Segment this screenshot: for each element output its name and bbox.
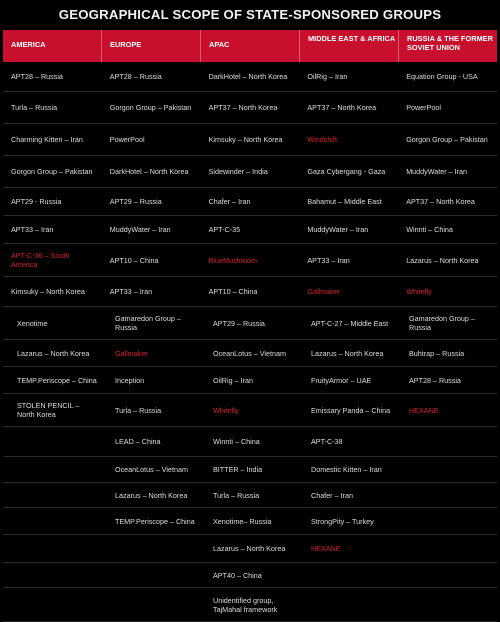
table-cell: [301, 588, 399, 621]
table-cell: PowerPool: [109, 135, 145, 144]
table-cell: Windshift: [307, 135, 337, 144]
table-cell: HEXANE: [409, 405, 439, 415]
table-cell: APT37 – North Korea: [307, 103, 377, 112]
table-cell: [105, 563, 203, 587]
table-row: [3, 457, 497, 483]
table-row: [3, 216, 497, 244]
table-cell: PowerPool: [406, 103, 441, 112]
table-cell: APT37 – North Korea: [208, 103, 278, 112]
table-cell: [3, 457, 105, 482]
table-cell: Lazarus – North Korea: [115, 490, 188, 500]
table-cell: Kimsuky – North Korea: [208, 135, 283, 144]
table-cell: OceanLotus – Vietnam: [115, 465, 188, 474]
table-row: [3, 62, 497, 92]
table-row: [3, 588, 497, 622]
table-cell: TEMP.Periscope – China: [115, 516, 195, 526]
table-cell: DarkHotel – North Korea: [109, 167, 189, 176]
table-cell: Equation Group - USA: [406, 72, 478, 81]
table-cell: [399, 483, 497, 507]
table-cell: APT29 – Russia: [213, 318, 265, 328]
table-cell: Gallmaker: [307, 287, 341, 296]
table-cell: APT-C-38: [311, 437, 343, 446]
table-cell: MuddyWater – Iran: [406, 167, 468, 176]
table-cell: Turla – Russia: [213, 490, 260, 500]
table-cell: Turla – Russia: [115, 405, 162, 415]
table-row: [3, 394, 497, 427]
table-cell: OceanLotus – Vietnam: [213, 348, 286, 358]
table-cell: Gorgon Group – Pakistan: [109, 103, 192, 112]
table-cell: Turla – Russia: [11, 103, 58, 112]
table-cell: APT33 – Iran: [109, 287, 153, 296]
table-cell: [3, 483, 105, 507]
table-cell: APT28 – Russia: [409, 375, 461, 385]
table-cell: APT29 - Russia: [11, 197, 62, 206]
table-cell: [3, 535, 105, 562]
table-cell: BITTER – India: [213, 465, 263, 474]
table-cell: APT33 – Iran: [307, 255, 350, 265]
table-cell: [301, 563, 399, 587]
table-cell: APT37 – North Korea: [406, 197, 475, 206]
table-cell: Gaza Cybergang - Gaza: [307, 167, 386, 176]
table-cell: APT40 – China: [213, 570, 262, 580]
table-cell: [399, 563, 497, 587]
table-cell: [105, 535, 203, 562]
table-cell: Domestic Kitten – Iran: [311, 465, 382, 474]
table-cell: Bahamut – Middle East: [307, 197, 382, 206]
table-cell: Sidewinder – India: [208, 167, 268, 176]
table-cell: Lazarus – North Korea: [406, 255, 479, 265]
table-cell: MuddyWater – Iran: [307, 225, 369, 234]
table-cell: BlueMushroom: [208, 255, 257, 265]
table-row: [3, 307, 497, 340]
table-cell: Gallmaker: [115, 348, 148, 358]
table-cell: Kimsuky – North Korea: [11, 287, 85, 296]
table-row: [3, 277, 497, 307]
table-cell: Chafer – Iran: [208, 197, 251, 206]
table-cell: APT10 – China: [109, 255, 159, 265]
table-cell: [399, 427, 497, 456]
header-america: AMERICA: [3, 30, 102, 62]
table-cell: Chafer – Iran: [311, 490, 353, 500]
table-cell: APT28 – Russia: [109, 72, 162, 81]
table-cell: Xenotime: [17, 318, 48, 328]
table-cell: Gorgon Group – Pakistan: [406, 135, 488, 144]
table-row: [3, 563, 497, 588]
table-cell: Xenotime– Russia: [213, 516, 272, 526]
table-row: [3, 124, 497, 156]
table-cell: LEAD – China: [115, 437, 161, 446]
table-cell: APT33 – Iran: [11, 225, 54, 234]
table-cell: Gorgon Group – Pakistan: [11, 167, 93, 176]
table-cell: OilRig – Iran: [307, 72, 348, 81]
table-cell: [399, 508, 497, 534]
table-cell: [399, 457, 497, 482]
table-cell: [399, 535, 497, 562]
table-row: [3, 244, 497, 277]
table-cell: Lazarus – North Korea: [311, 348, 384, 358]
table-cell: Whitefly: [406, 287, 432, 296]
table-cell: Gamaredon Group – Russia: [115, 314, 181, 332]
table-cell: OilRig – Iran: [213, 375, 253, 385]
table-cell: Inception: [115, 375, 145, 385]
table-cell: APT10 – China: [208, 287, 258, 296]
table-cell: APT28 – Russia: [11, 72, 63, 81]
groups-table: [3, 62, 497, 622]
table-cell: Gamaredon Group – Russia: [409, 314, 475, 332]
table-cell: [3, 427, 105, 456]
table-cell: Lazarus – North Korea: [17, 348, 90, 358]
table-title: GEOGRAPHICAL SCOPE OF STATE-SPONSORED GROUPS: [58, 7, 442, 22]
table-row: [3, 367, 497, 394]
header-apac: APAC: [201, 30, 300, 62]
table-cell: [105, 588, 203, 621]
table-cell: Emissary Panda – China: [311, 405, 391, 415]
table-cell: APT-C-35: [208, 225, 241, 234]
table-cell: [3, 508, 105, 534]
table-cell: TEMP.Periscope – China: [17, 375, 97, 385]
table-cell: STOLEN PENCIL – North Korea: [17, 401, 80, 419]
table-cell: APT-C-27 – Middle East: [311, 318, 389, 328]
table-cell: HEXANE: [311, 544, 341, 553]
table-cell: APT-C-36 – South America: [11, 251, 70, 269]
table-row: [3, 156, 497, 188]
table-row: [3, 340, 497, 367]
table-cell: Charming Kitten – Iran: [11, 135, 83, 144]
table-cell: Lazarus – North Korea: [213, 544, 286, 553]
table-cell: Unidentified group, TajMahal framework: [213, 595, 278, 614]
table-cell: [3, 563, 105, 587]
table-cell: Buhtrap – Russia: [409, 348, 465, 358]
table-cell: Winnti – China: [406, 225, 453, 234]
table-cell: [399, 588, 497, 621]
table-cell: FruityArmor – UAE: [311, 375, 372, 385]
table-cell: DarkHotel – North Korea: [208, 72, 288, 81]
table-row: [3, 427, 497, 457]
table-cell: Winnti – China: [213, 437, 260, 446]
header-middle-east-africa: MIDDLE EAST & AFRICA: [300, 30, 399, 62]
table-cell: MuddyWater – Iran: [109, 225, 171, 234]
table-row: [3, 483, 497, 508]
table-cell: APT29 – Russia: [109, 197, 162, 206]
table-cell: [3, 588, 105, 621]
table-header: [3, 30, 497, 62]
table-row: [3, 535, 497, 563]
header-russia-former-soviet-union: RUSSIA & THE FORMER SOVIET UNION: [407, 34, 493, 52]
table-row: [3, 508, 497, 535]
table-row: [3, 92, 497, 124]
table-cell: StrongPity – Turkey: [311, 516, 374, 526]
table-row: [3, 188, 497, 216]
table-cell: Whitefly: [213, 405, 239, 415]
header-europe: EUROPE: [102, 30, 201, 62]
